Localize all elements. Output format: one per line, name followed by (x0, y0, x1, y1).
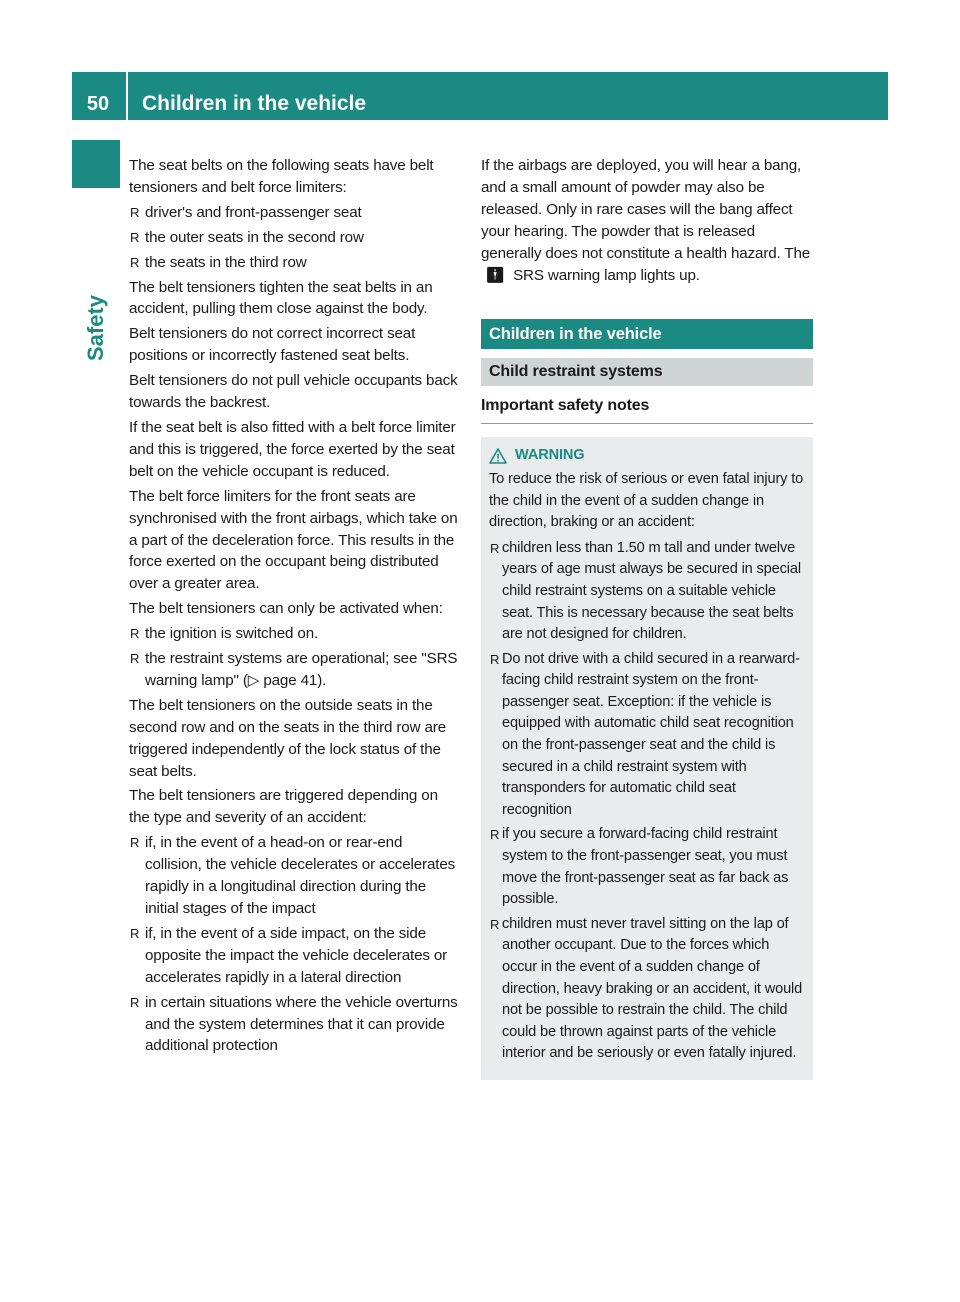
page-reference-link[interactable]: the restraint systems are operational; see "SRS warning lamp" (▷ page 41). (145, 650, 458, 689)
page-header (72, 72, 888, 120)
bullet-icon: R (490, 651, 500, 667)
bullet-icon: R (130, 626, 140, 642)
bullet-icon: R (490, 540, 500, 556)
subsection-heading: Child restraint systems (481, 358, 813, 386)
warning-triangle-icon (489, 448, 507, 464)
section-marker (72, 140, 120, 188)
page-number: 50 (86, 93, 110, 115)
warning-label: WARNING (515, 447, 585, 464)
paragraph: The belt tensioners are triggered depending on the type and severity of an accident: (129, 787, 438, 827)
bullet-icon: R (130, 204, 140, 220)
right-column (481, 155, 813, 1080)
bullet-icon: R (130, 994, 140, 1010)
header-divider (126, 72, 128, 120)
paragraph: The belt tensioners can only be activated when: (129, 600, 443, 618)
chapter-title: Children in the vehicle (142, 92, 367, 115)
list-item: R in certain situations where the vehicle overturns and the system determines that it can provide additional protection (129, 992, 461, 1058)
warning-item: R children must never travel sitting on the lap of another occupant. Due to the forces which occur in the event of a sudden change of direction, heavy braking or an accident, it would not be possible to restrain the child. The child could be thrown against parts of the vehicle interior and be seriously or even fatally injured. (489, 914, 805, 1065)
warning-intro: To reduce the risk of serious or even fatal injury to the child in the event of a sudden change in direction, braking or an accident: (489, 470, 804, 531)
list-item: R driver's and front-passenger seat (129, 202, 461, 224)
list-item: R the ignition is switched on. (129, 623, 461, 645)
left-column (129, 155, 461, 1060)
paragraph: The belt tensioners on the outside seats in the second row and on the seats in the third row are triggered independently of the lock status of the seat belts. (129, 696, 446, 780)
bullet-icon: R (490, 916, 500, 932)
topic-heading: Important safety notes (481, 395, 813, 424)
section-heading: Children in the vehicle (481, 319, 813, 349)
list-item: R the outer seats in the second row (129, 227, 461, 249)
paragraph: The seat belts on the following seats have belt tensioners and belt force limiters: (129, 157, 434, 196)
list-item: R the seats in the third row (129, 252, 461, 274)
warning-item: R if you secure a forward-facing child restraint system to the front-passenger seat, you must move the front-passenger seat as far back as possible. (489, 824, 805, 910)
paragraph: Belt tensioners do not pull vehicle occupants back towards the backrest. (129, 372, 458, 412)
list-item (129, 648, 461, 692)
bullet-icon: R (130, 651, 140, 667)
paragraph: If the airbags are deployed, you will hear a bang, and a small amount of powder may also be released. Only in rare cases will the bang affect your hearing. The powder that is released generally does not constitute a health hazard. The 🚹︎ SRS warning lamp lights up. (481, 155, 813, 286)
list-item: R if, in the event of a head-on or rear-end collision, the vehicle decelerates or accelerates rapidly in a longitudinal direction during the initial stages of the impact (129, 832, 461, 920)
bullet-icon: R (130, 254, 140, 270)
section-tab-label: Safety (83, 294, 108, 361)
bullet-icon: R (130, 835, 140, 851)
bullet-icon: R (130, 925, 140, 941)
paragraph: If the seat belt is also fitted with a belt force limiter and this is triggered, the force exerted by the seat belt on the vehicle occupant is reduced. (129, 418, 456, 480)
bullet-icon: R (130, 229, 140, 245)
warning-item: R children less than 1.50 m tall and under twelve years of age must always be secured in special child restraint systems on a suitable vehicle seat. This is necessary because the seat belts are not designed for children. (489, 538, 805, 646)
paragraph: The belt tensioners tighten the seat belts in an accident, pulling them close against the body. (129, 278, 433, 318)
list-item: R if, in the event of a side impact, on the side opposite the impact the vehicle decelerates or accelerates rapidly in a lateral direction (129, 923, 461, 989)
warning-item: R Do not drive with a child secured in a rearward-facing child restraint system on the front-passenger seat. Exception: if the vehicle is equipped with automatic child seat recognition on the front-passenger seat and the child is secured in a child restraint system with transponders for automatic child seat recognition (489, 649, 805, 822)
bullet-icon: R (490, 827, 500, 843)
warning-header (489, 445, 805, 467)
paragraph: Belt tensioners do not correct incorrect seat positions or incorrectly fastened seat belts. (129, 325, 416, 365)
warning-box (481, 437, 813, 1080)
srs-warning-lamp-icon: 🚹︎ (485, 266, 505, 284)
paragraph: The belt force limiters for the front seats are synchronised with the front airbags, which take on a part of the deceleration force. This results in the force exerted on the occupant being distributed over a greater area. (129, 487, 458, 593)
